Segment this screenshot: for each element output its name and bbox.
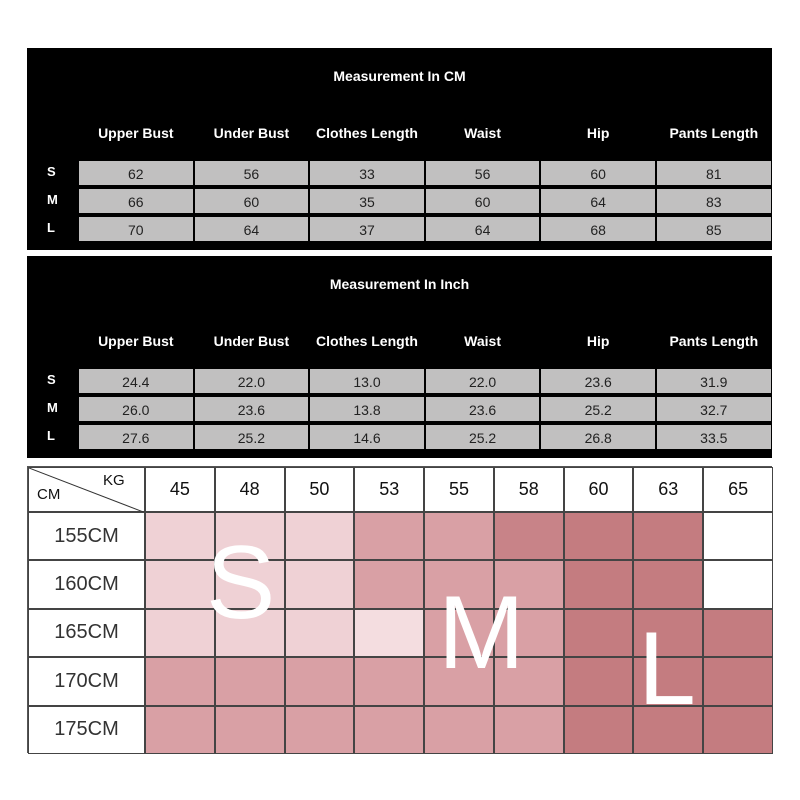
table-cell: 31.9 [656,368,772,394]
table-row [27,396,772,422]
table-cell: 56 [194,160,310,186]
weight-header: 65 [703,467,773,512]
size-cell [145,657,215,705]
column-header: Hip [586,333,610,349]
size-cell [564,657,634,705]
table-cell: 68 [540,216,656,242]
weight-header: 53 [354,467,424,512]
size-cell [145,609,215,657]
table-cell: 56 [425,160,541,186]
weight-header: 63 [633,467,703,512]
table-cell: 35 [309,188,425,214]
cm-label: CM [37,486,61,503]
table-cell: 60 [194,188,310,214]
height-label: 155CM [28,512,145,560]
table-cell: 85 [656,216,772,242]
size-cell [703,657,773,705]
size-cell [145,560,215,608]
size-cell [633,560,703,608]
size-cell [633,512,703,560]
table-cell: 22.0 [425,368,541,394]
size-cell [703,560,773,608]
column-header: Upper Bust [98,333,174,349]
table-cell: 27.6 [78,424,194,450]
size-cell [354,609,424,657]
size-cell [354,512,424,560]
size-cell [215,706,285,754]
size-recommendation-grid [27,466,772,753]
size-cell [285,560,355,608]
table-cell: 33 [309,160,425,186]
size-label: S [47,372,56,387]
table-cell: 25.2 [540,396,656,422]
weight-header: 50 [285,467,355,512]
size-cell [564,512,634,560]
table-title: Measurement In Inch [329,276,470,292]
column-header: Under Bust [213,125,290,141]
size-letter-l: L [638,611,696,727]
table-cell: 13.8 [309,396,425,422]
size-cell [564,609,634,657]
height-label: 160CM [28,560,145,608]
table-cell: 60 [425,188,541,214]
size-cell [564,706,634,754]
column-header: Hip [586,125,610,141]
table-cell: 32.7 [656,396,772,422]
size-label: L [47,428,55,443]
size-cell [285,609,355,657]
column-header: Pants Length [669,333,759,349]
measurement-cm-table [27,48,772,250]
size-cell [564,560,634,608]
table-row [27,160,772,186]
table-cell: 14.6 [309,424,425,450]
size-cell [703,609,773,657]
weight-header: 48 [215,467,285,512]
size-cell [285,657,355,705]
grid-corner [28,467,145,512]
weight-header: 55 [424,467,494,512]
table-cell: 25.2 [425,424,541,450]
size-cell [215,657,285,705]
size-cell [494,512,564,560]
size-cell [703,512,773,560]
size-cell [354,657,424,705]
size-cell [354,706,424,754]
size-label: S [47,164,56,179]
table-cell: 26.8 [540,424,656,450]
measurement-inch-table [27,256,772,458]
height-label: 170CM [28,657,145,705]
size-label: M [47,400,58,415]
table-cell: 64 [540,188,656,214]
table-cell: 70 [78,216,194,242]
size-cell [145,512,215,560]
weight-header: 60 [564,467,634,512]
size-letter-s: S [206,525,276,641]
kg-label: KG [103,472,125,489]
size-cell [494,706,564,754]
table-cell: 22.0 [194,368,310,394]
table-cell: 83 [656,188,772,214]
height-label: 175CM [28,706,145,754]
column-header: Under Bust [213,333,290,349]
size-cell [285,706,355,754]
column-header: Pants Length [669,125,759,141]
size-letter-m: M [438,575,525,691]
weight-header: 58 [494,467,564,512]
table-cell: 33.5 [656,424,772,450]
height-label: 165CM [28,609,145,657]
table-cell: 25.2 [194,424,310,450]
table-cell: 13.0 [309,368,425,394]
table-cell: 81 [656,160,772,186]
size-label: M [47,192,58,207]
size-cell [354,560,424,608]
table-cell: 23.6 [425,396,541,422]
column-header: Waist [464,333,501,349]
column-header: Upper Bust [98,125,174,141]
table-cell: 23.6 [194,396,310,422]
size-label: L [47,220,55,235]
column-headers [78,125,772,145]
table-cell: 37 [309,216,425,242]
table-cell: 64 [194,216,310,242]
weight-header: 45 [145,467,215,512]
column-headers [78,333,772,353]
column-header: Clothes Length [316,125,418,141]
table-row [27,188,772,214]
size-cell [145,706,215,754]
size-cell [424,512,494,560]
size-cell [703,706,773,754]
table-cell: 23.6 [540,368,656,394]
table-row [27,368,772,394]
size-cell [424,706,494,754]
table-cell: 60 [540,160,656,186]
table-cell: 62 [78,160,194,186]
size-cell [285,512,355,560]
table-cell: 24.4 [78,368,194,394]
table-cell: 64 [425,216,541,242]
column-header: Clothes Length [316,333,418,349]
table-row [27,424,772,450]
column-header: Waist [464,125,501,141]
table-cell: 66 [78,188,194,214]
table-row [27,216,772,242]
table-title: Measurement In CM [333,68,466,84]
table-cell: 26.0 [78,396,194,422]
